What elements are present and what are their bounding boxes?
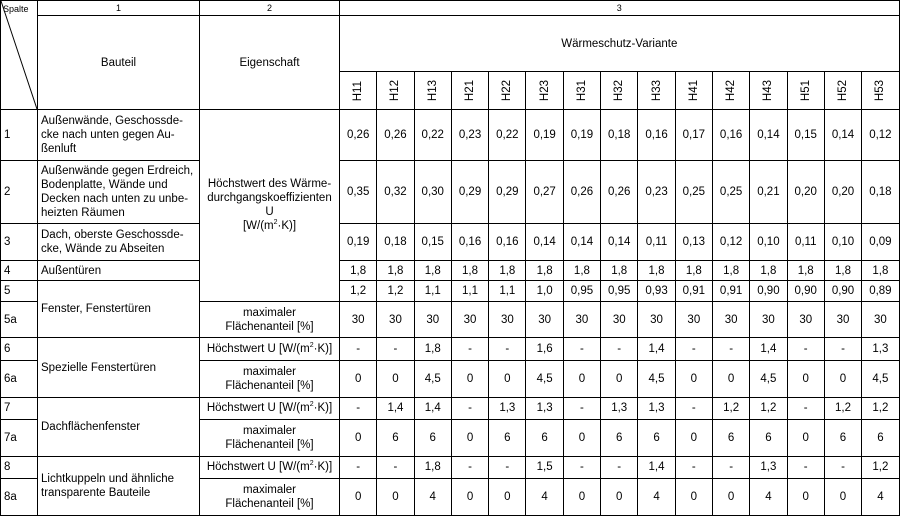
value-cell: 1,1 bbox=[489, 281, 526, 301]
value-cell: 0,14 bbox=[601, 224, 638, 261]
variante-header: Wärmeschutz-Variante bbox=[340, 16, 900, 72]
value-cell: 0,20 bbox=[787, 161, 824, 224]
variant-header-cell bbox=[526, 72, 563, 110]
value-cell: 1,2 bbox=[712, 397, 749, 419]
value-cell: 0 bbox=[712, 360, 749, 397]
max-anteil-line1: maximaler bbox=[242, 365, 297, 378]
superscript-2: 2 bbox=[309, 342, 314, 350]
value-cell: 4,5 bbox=[526, 360, 563, 397]
value-cell: 30 bbox=[787, 301, 824, 338]
hoechstwert-u-text: Höchstwert U [W/(m bbox=[206, 402, 310, 415]
value-cell: 0,16 bbox=[712, 110, 749, 161]
value-cell: 0 bbox=[340, 360, 377, 397]
hoechstwert-main-line2: U bbox=[265, 206, 274, 219]
value-cell: 0,35 bbox=[340, 161, 377, 224]
value-cell: 30 bbox=[414, 301, 451, 338]
bauteil-label-r7: Dachflächenfenster bbox=[38, 397, 200, 456]
row-number: 3 bbox=[1, 224, 38, 261]
value-cell: 1,8 bbox=[675, 261, 712, 281]
value-cell: 0 bbox=[712, 479, 749, 516]
value-cell: 1,1 bbox=[451, 281, 488, 301]
variant-header-cell bbox=[489, 72, 526, 110]
value-cell: 0,11 bbox=[638, 224, 675, 261]
eigenschaft-max-anteil-cell bbox=[200, 360, 340, 397]
value-cell: 0,30 bbox=[414, 161, 451, 224]
value-cell: 0,26 bbox=[601, 161, 638, 224]
value-cell: 1,8 bbox=[377, 261, 414, 281]
value-cell: 0,90 bbox=[750, 281, 787, 301]
value-cell: 30 bbox=[824, 301, 861, 338]
value-cell: - bbox=[451, 456, 488, 478]
value-cell: 1,8 bbox=[750, 261, 787, 281]
value-cell: 0,11 bbox=[787, 224, 824, 261]
value-cell: 1,2 bbox=[824, 397, 861, 419]
value-cell: 0 bbox=[340, 479, 377, 516]
value-cell: 0 bbox=[787, 360, 824, 397]
bauteil-label-r5: Fenster, Fenstertüren bbox=[38, 281, 200, 338]
value-cell: 0,23 bbox=[638, 161, 675, 224]
variant-header-cell bbox=[675, 72, 712, 110]
variant-label: H21 bbox=[464, 80, 477, 102]
value-cell: 0,22 bbox=[489, 110, 526, 161]
spalte-corner-cell bbox=[1, 1, 38, 110]
value-cell: 4 bbox=[638, 479, 675, 516]
variant-label: H41 bbox=[687, 80, 700, 102]
max-anteil-line2: Flächenanteil [%] bbox=[225, 498, 314, 511]
eigenschaft-max-anteil-cell bbox=[200, 301, 340, 338]
value-cell: 30 bbox=[377, 301, 414, 338]
value-cell: - bbox=[787, 456, 824, 478]
eigenschaft-header: Eigenschaft bbox=[200, 16, 340, 110]
value-cell: 1,4 bbox=[638, 456, 675, 478]
value-cell: 0,91 bbox=[675, 281, 712, 301]
value-cell: 30 bbox=[601, 301, 638, 338]
value-cell: 0,23 bbox=[451, 110, 488, 161]
row-number: 4 bbox=[1, 261, 38, 281]
superscript-2: 2 bbox=[309, 460, 314, 468]
value-cell: 0,16 bbox=[489, 224, 526, 261]
eigenschaft-hoechstwert-u-cell bbox=[200, 397, 340, 419]
value-cell: - bbox=[377, 338, 414, 360]
value-cell: 1,2 bbox=[750, 397, 787, 419]
bauteil-label-r8: Lichtkuppeln und ähnliche transparente Bauteile bbox=[38, 456, 200, 515]
col-number-1: 1 bbox=[38, 1, 200, 16]
spalte-label: Spalte bbox=[3, 4, 29, 14]
value-cell: 6 bbox=[526, 420, 563, 457]
bauteil-header: Bauteil bbox=[38, 16, 200, 110]
value-cell: - bbox=[377, 456, 414, 478]
value-cell: 0 bbox=[451, 420, 488, 457]
superscript-2: 2 bbox=[309, 401, 314, 409]
table-row bbox=[1, 338, 900, 360]
variant-header-cell bbox=[451, 72, 488, 110]
max-anteil-line2: Flächenanteil [%] bbox=[225, 438, 314, 451]
value-cell: 0,15 bbox=[787, 110, 824, 161]
value-cell: 0,14 bbox=[750, 110, 787, 161]
value-cell: 0 bbox=[675, 360, 712, 397]
value-cell: 30 bbox=[451, 301, 488, 338]
value-cell: - bbox=[675, 397, 712, 419]
eigenschaft-hoechstwert-u-cell bbox=[200, 456, 340, 478]
value-cell: 0 bbox=[675, 479, 712, 516]
value-cell: 0 bbox=[787, 479, 824, 516]
row-number: 6 bbox=[1, 338, 38, 360]
value-cell: 0,26 bbox=[563, 161, 600, 224]
variant-header-cell bbox=[638, 72, 675, 110]
value-cell: 0,26 bbox=[340, 110, 377, 161]
value-cell: 1,8 bbox=[526, 261, 563, 281]
table-row bbox=[1, 261, 900, 281]
value-cell: 6 bbox=[489, 420, 526, 457]
value-cell: - bbox=[601, 338, 638, 360]
value-cell: 0,17 bbox=[675, 110, 712, 161]
eigenschaft-hoechstwert-main-cell bbox=[200, 110, 340, 302]
value-cell: 1,8 bbox=[414, 261, 451, 281]
value-cell: 0,90 bbox=[824, 281, 861, 301]
eigenschaft-max-anteil-cell bbox=[200, 479, 340, 516]
row-number: 1 bbox=[1, 110, 38, 161]
value-cell: 0 bbox=[675, 420, 712, 457]
row-number: 5 bbox=[1, 281, 38, 301]
variant-label: H23 bbox=[538, 80, 551, 102]
value-cell: 1,2 bbox=[862, 397, 899, 419]
value-cell: 1,3 bbox=[750, 456, 787, 478]
hoechstwert-main-line3 bbox=[202, 219, 337, 233]
variant-label: H43 bbox=[762, 80, 775, 102]
max-anteil-line1: maximaler bbox=[242, 306, 297, 319]
table-row bbox=[1, 110, 900, 161]
variant-label: H53 bbox=[874, 80, 887, 102]
value-cell: 1,8 bbox=[414, 456, 451, 478]
table-row bbox=[1, 456, 900, 478]
table-row bbox=[1, 161, 900, 224]
value-cell: 0 bbox=[824, 479, 861, 516]
value-cell: 4 bbox=[750, 479, 787, 516]
variant-header-cell bbox=[601, 72, 638, 110]
variant-label: H32 bbox=[613, 80, 626, 102]
value-cell: 30 bbox=[712, 301, 749, 338]
value-cell: 1,8 bbox=[563, 261, 600, 281]
value-cell: 30 bbox=[526, 301, 563, 338]
variant-header-cell bbox=[414, 72, 451, 110]
value-cell: 0,22 bbox=[414, 110, 451, 161]
value-cell: 0,13 bbox=[675, 224, 712, 261]
value-cell: 1,8 bbox=[451, 261, 488, 281]
value-cell: 0,90 bbox=[787, 281, 824, 301]
col-number-3: 3 bbox=[340, 1, 900, 16]
variant-header-cell bbox=[750, 72, 787, 110]
hoechstwert-u-unit: ·K)] bbox=[313, 402, 333, 415]
value-cell: 0,18 bbox=[601, 110, 638, 161]
value-cell: 1,2 bbox=[862, 456, 899, 478]
value-cell: 0,10 bbox=[750, 224, 787, 261]
value-cell: 1,8 bbox=[601, 261, 638, 281]
value-cell: 1,8 bbox=[712, 261, 749, 281]
value-cell: 0 bbox=[377, 360, 414, 397]
value-cell: 0,19 bbox=[563, 110, 600, 161]
variant-label: H12 bbox=[389, 80, 402, 102]
value-cell: - bbox=[675, 456, 712, 478]
table-row bbox=[1, 224, 900, 261]
value-cell: 0,20 bbox=[824, 161, 861, 224]
bauteil-label-r6: Spezielle Fenstertüren bbox=[38, 338, 200, 397]
value-cell: 0,89 bbox=[862, 281, 899, 301]
value-cell: - bbox=[563, 397, 600, 419]
value-cell: - bbox=[824, 456, 861, 478]
value-cell: 6 bbox=[824, 420, 861, 457]
value-cell: 1,3 bbox=[526, 397, 563, 419]
value-cell: - bbox=[675, 338, 712, 360]
max-anteil-line1: maximaler bbox=[242, 484, 297, 497]
value-cell: 30 bbox=[638, 301, 675, 338]
bauteil-label-r3: Dach, oberste Geschossde-cke, Wände zu Abseiten bbox=[38, 224, 200, 261]
value-cell: 1,2 bbox=[340, 281, 377, 301]
max-anteil-line2: Flächenanteil [%] bbox=[225, 320, 314, 333]
value-cell: - bbox=[824, 338, 861, 360]
value-cell: 1,8 bbox=[787, 261, 824, 281]
table-row bbox=[1, 281, 900, 301]
variant-label: H31 bbox=[575, 80, 588, 102]
value-cell: 1,4 bbox=[414, 397, 451, 419]
value-cell: 0 bbox=[489, 360, 526, 397]
superscript-2: 2 bbox=[273, 219, 278, 227]
value-cell: 0,25 bbox=[712, 161, 749, 224]
variant-label: H11 bbox=[352, 80, 365, 101]
value-cell: 6 bbox=[377, 420, 414, 457]
variant-label: H51 bbox=[799, 80, 812, 102]
value-cell: 1,4 bbox=[750, 338, 787, 360]
value-cell: - bbox=[340, 456, 377, 478]
value-cell: 30 bbox=[862, 301, 899, 338]
value-cell: 0 bbox=[601, 479, 638, 516]
value-cell: 0,15 bbox=[414, 224, 451, 261]
value-cell: 0,14 bbox=[563, 224, 600, 261]
value-cell: 0,16 bbox=[638, 110, 675, 161]
value-cell: 4,5 bbox=[862, 360, 899, 397]
eigenschaft-hoechstwert-u-cell bbox=[200, 338, 340, 360]
value-cell: 0,95 bbox=[601, 281, 638, 301]
row-number: 8a bbox=[1, 479, 38, 516]
value-cell: 6 bbox=[414, 420, 451, 457]
value-cell: 0,12 bbox=[862, 110, 899, 161]
value-cell: 0,26 bbox=[377, 110, 414, 161]
value-cell: 30 bbox=[750, 301, 787, 338]
value-cell: - bbox=[340, 338, 377, 360]
value-cell: 1,8 bbox=[489, 261, 526, 281]
value-cell: 1,4 bbox=[377, 397, 414, 419]
value-cell: 1,8 bbox=[340, 261, 377, 281]
value-cell: - bbox=[712, 338, 749, 360]
value-cell: 0,19 bbox=[526, 110, 563, 161]
hoechstwert-main-unit-a: [W/(m bbox=[242, 220, 274, 233]
value-cell: 1,4 bbox=[638, 338, 675, 360]
value-cell: 0,27 bbox=[526, 161, 563, 224]
value-cell: 0,95 bbox=[563, 281, 600, 301]
value-cell: 1,5 bbox=[526, 456, 563, 478]
bauteil-label-r4: Außentüren bbox=[38, 261, 200, 281]
variant-header-cell bbox=[712, 72, 749, 110]
value-cell: 0,09 bbox=[862, 224, 899, 261]
value-cell: 4 bbox=[526, 479, 563, 516]
value-cell: 0,18 bbox=[377, 224, 414, 261]
value-cell: 1,0 bbox=[526, 281, 563, 301]
value-cell: 1,2 bbox=[377, 281, 414, 301]
value-cell: 4 bbox=[414, 479, 451, 516]
row-number: 2 bbox=[1, 161, 38, 224]
value-cell: - bbox=[489, 456, 526, 478]
value-cell: - bbox=[787, 338, 824, 360]
hoechstwert-u-unit: ·K)] bbox=[313, 461, 333, 474]
value-cell: 0 bbox=[563, 479, 600, 516]
value-cell: 0 bbox=[563, 420, 600, 457]
value-cell: - bbox=[451, 397, 488, 419]
value-cell: 0,16 bbox=[451, 224, 488, 261]
variant-label: H33 bbox=[650, 80, 663, 102]
value-cell: 6 bbox=[750, 420, 787, 457]
row-number: 6a bbox=[1, 360, 38, 397]
variant-label: H13 bbox=[426, 80, 439, 102]
row-number: 8 bbox=[1, 456, 38, 478]
value-cell: 4,5 bbox=[750, 360, 787, 397]
value-cell: 0 bbox=[787, 420, 824, 457]
value-cell: 0 bbox=[601, 360, 638, 397]
variant-header-cell bbox=[824, 72, 861, 110]
hoechstwert-u-text: Höchstwert U [W/(m bbox=[206, 343, 310, 356]
value-cell: 0,12 bbox=[712, 224, 749, 261]
bauteil-label-r1: Außenwände, Geschossde-cke nach unten gegen Au-ßenluft bbox=[38, 110, 200, 161]
value-cell: - bbox=[601, 456, 638, 478]
row-number: 7a bbox=[1, 420, 38, 457]
value-cell: 30 bbox=[563, 301, 600, 338]
value-cell: - bbox=[489, 338, 526, 360]
value-cell: 0,18 bbox=[862, 161, 899, 224]
value-cell: 4,5 bbox=[414, 360, 451, 397]
value-cell: - bbox=[451, 338, 488, 360]
max-anteil-line1: maximaler bbox=[242, 424, 297, 437]
value-cell: 0 bbox=[377, 479, 414, 516]
hoechstwert-main-unit-b: ·K)] bbox=[277, 220, 297, 233]
variant-header-cell bbox=[862, 72, 899, 110]
value-cell: - bbox=[787, 397, 824, 419]
value-cell: 1,8 bbox=[862, 261, 899, 281]
value-cell: 0,25 bbox=[675, 161, 712, 224]
col-number-2: 2 bbox=[200, 1, 340, 16]
value-cell: 0,19 bbox=[340, 224, 377, 261]
value-cell: 1,8 bbox=[638, 261, 675, 281]
row-number: 7 bbox=[1, 397, 38, 419]
value-cell: 0,29 bbox=[489, 161, 526, 224]
bauteil-label-r2: Außenwände gegen Erdreich, Bodenplatte, Wände und Decken nach unten zu unbe-heizten Räumen bbox=[38, 161, 200, 224]
value-cell: 30 bbox=[489, 301, 526, 338]
hoechstwert-main-line1: Höchstwert des Wärme-durchgangskoeffizienten bbox=[207, 178, 332, 205]
variant-header-cell bbox=[377, 72, 414, 110]
row-number: 5a bbox=[1, 301, 38, 338]
value-cell: 1,1 bbox=[414, 281, 451, 301]
variant-label: H42 bbox=[725, 80, 738, 102]
max-anteil-line2: Flächenanteil [%] bbox=[225, 379, 314, 392]
table-row bbox=[1, 397, 900, 419]
value-cell: 1,8 bbox=[414, 338, 451, 360]
value-cell: 0 bbox=[451, 479, 488, 516]
value-cell: 0,10 bbox=[824, 224, 861, 261]
value-cell: 30 bbox=[675, 301, 712, 338]
variant-header-cell bbox=[340, 72, 377, 110]
value-cell: 1,8 bbox=[824, 261, 861, 281]
value-cell: 1,3 bbox=[862, 338, 899, 360]
hoechstwert-u-unit: ·K)] bbox=[313, 343, 333, 356]
value-cell: 6 bbox=[862, 420, 899, 457]
value-cell: 4,5 bbox=[638, 360, 675, 397]
value-cell: 0 bbox=[563, 360, 600, 397]
value-cell: 6 bbox=[601, 420, 638, 457]
value-cell: 6 bbox=[712, 420, 749, 457]
value-cell: 1,3 bbox=[601, 397, 638, 419]
variant-header-cell bbox=[787, 72, 824, 110]
value-cell: - bbox=[340, 397, 377, 419]
value-cell: 0 bbox=[451, 360, 488, 397]
value-cell: 30 bbox=[340, 301, 377, 338]
value-cell: 0,29 bbox=[451, 161, 488, 224]
value-cell: - bbox=[712, 456, 749, 478]
variant-label: H22 bbox=[501, 80, 514, 102]
value-cell: 0,14 bbox=[824, 110, 861, 161]
value-cell: 0,21 bbox=[750, 161, 787, 224]
value-cell: - bbox=[563, 456, 600, 478]
value-cell: 0 bbox=[824, 360, 861, 397]
variant-header-cell bbox=[563, 72, 600, 110]
value-cell: 0,14 bbox=[526, 224, 563, 261]
value-cell: 6 bbox=[638, 420, 675, 457]
value-cell: - bbox=[563, 338, 600, 360]
value-cell: 0 bbox=[489, 479, 526, 516]
value-cell: 0,32 bbox=[377, 161, 414, 224]
value-cell: 0,91 bbox=[712, 281, 749, 301]
value-cell: 0,93 bbox=[638, 281, 675, 301]
value-cell: 1,6 bbox=[526, 338, 563, 360]
value-cell: 1,3 bbox=[638, 397, 675, 419]
value-cell: 1,3 bbox=[489, 397, 526, 419]
value-cell: 4 bbox=[862, 479, 899, 516]
diagonal-line bbox=[1, 1, 37, 109]
variant-label: H52 bbox=[837, 80, 849, 102]
hoechstwert-u-text: Höchstwert U [W/(m bbox=[206, 461, 310, 474]
value-cell: 0 bbox=[340, 420, 377, 457]
eigenschaft-max-anteil-cell bbox=[200, 420, 340, 457]
